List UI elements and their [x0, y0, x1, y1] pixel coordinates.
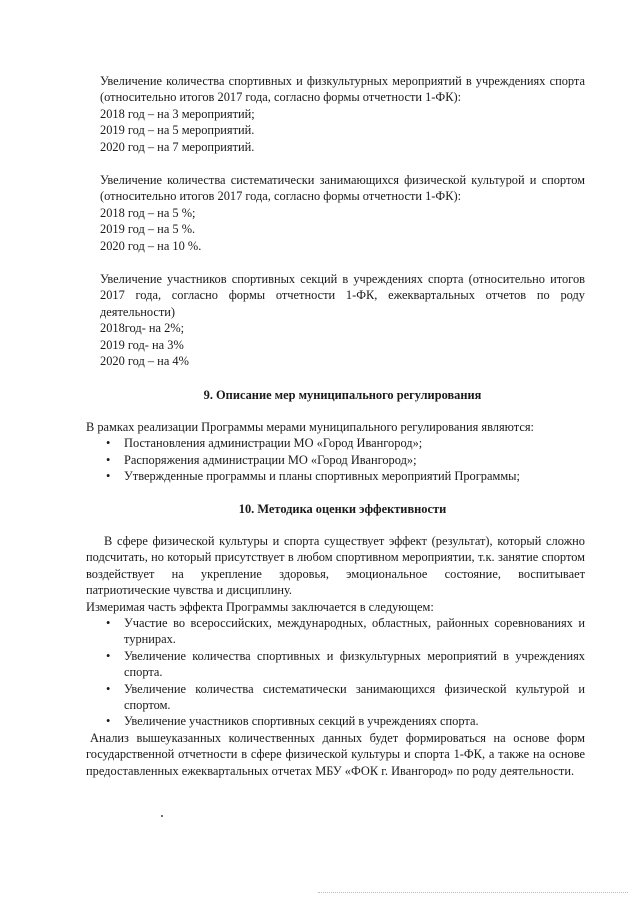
- block1-line-2018: 2018 год – на 3 мероприятий;: [100, 106, 255, 121]
- section9-intro: В рамках реализации Программы мерами муниципального регулирования являются:: [86, 419, 534, 434]
- section10-bullet: • Увеличение количества спортивных и физкультурных мероприятий в учреждениях спорта.: [100, 648, 585, 681]
- section9-heading: 9. Описание мер муниципального регулирования: [203, 387, 482, 402]
- block3-line-2020: 2020 год – на 4%: [100, 354, 189, 369]
- block3-intro: Увеличение участников спортивных секций в учреждениях спорта (относительно итогов 2017 года, согласно формы отчетности 1-ФК, ежеквартальных отчетов по роду деятельности): [100, 272, 585, 319]
- scan-speck: [161, 815, 163, 817]
- section9-bullet-list: [100, 435, 585, 484]
- block2-intro: Увеличение количества систематически занимающихся физической культурой и спортом (относительно итогов 2017 года, согласно формы отчетности 1-ФК):: [100, 173, 585, 204]
- section10-heading: 10. Методика оценки эффективности: [238, 501, 447, 516]
- block2-line-2020: 2020 год – на 10 %.: [100, 238, 202, 253]
- footer-dotted-rule: [318, 892, 628, 893]
- section10-bullet-list: [100, 615, 585, 730]
- block2-line-2019: 2019 год – на 5 %.: [100, 222, 196, 237]
- block1-line-2020: 2020 год – на 7 мероприятий.: [100, 139, 255, 154]
- block3-line-2019: 2019 год- на 3%: [100, 337, 184, 352]
- section9-bullet: • Утвержденные программы и планы спортивных мероприятий Программы;: [100, 468, 585, 484]
- section10-paragraph-3: Анализ вышеуказанных количественных данных будет формироваться на основе форм государственной отчетности в сфере физической культуры и спорта 1-ФК, а также на основе предоставленных ежеквартальных отчетах МБУ «ФОК г. Ивангород» по роду деятельности.: [86, 730, 585, 778]
- section9-bullet: • Распоряжения администрации МО «Город Ивангород»;: [100, 452, 585, 468]
- block2-line-2018: 2018 год – на 5 %;: [100, 205, 196, 220]
- block1-intro: Увеличение количества спортивных и физкультурных мероприятий в учреждениях спорта (относительно итогов 2017 года, согласно формы отчетности 1-ФК):: [100, 74, 585, 105]
- section10-bullet: • Увеличение участников спортивных секций в учреждениях спорта.: [100, 713, 585, 729]
- block3-line-2018: 2018год- на 2%;: [100, 321, 185, 336]
- block1-line-2019: 2019 год – на 5 мероприятий.: [100, 123, 255, 138]
- section10-bullet: • Увеличение количества систематически занимающихся физической культурой и спортом.: [100, 681, 585, 714]
- section9-bullet: • Постановления администрации МО «Город Ивангород»;: [100, 435, 585, 451]
- section10-bullet: • Участие во всероссийских, международных, областных, районных соревнованиях и турнирах.: [100, 615, 585, 648]
- document-body: [86, 73, 585, 779]
- section10-paragraph-2: Измеримая часть эффекта Программы заключается в следующем:: [86, 599, 434, 614]
- section10-paragraph-1: В сфере физической культуры и спорта существует эффект (результат), который сложно подсчитать, но который присутствует в любом спортивном мероприятии, т.к. занятие спортом воздействует на укрепление здоровья, эмоциональное состояние, воспитывает патриотические чувства и дисциплину.: [86, 533, 585, 598]
